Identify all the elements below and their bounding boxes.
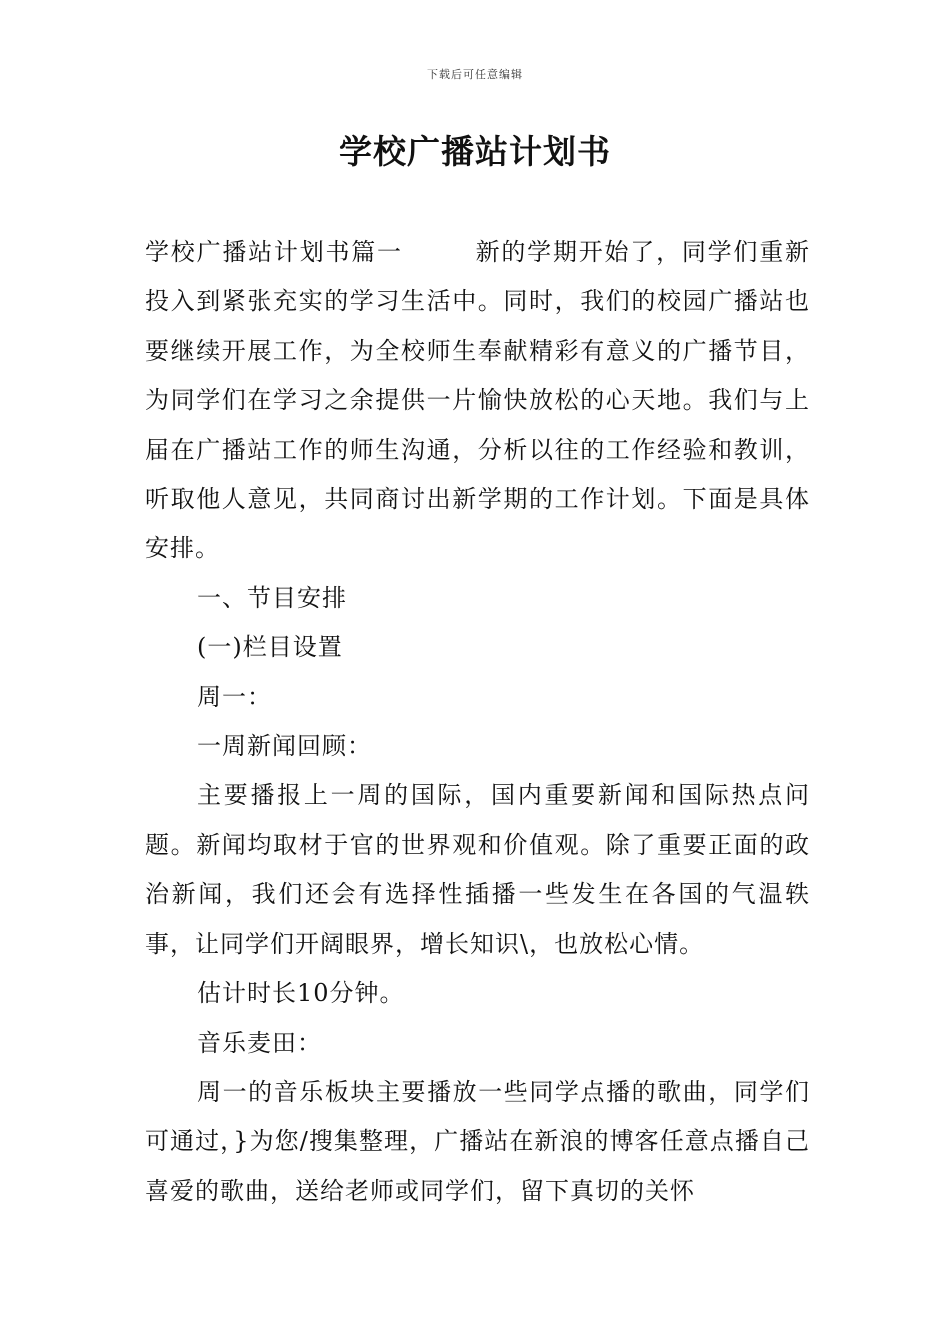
duration-paragraph: 估计时长10分钟。 bbox=[197, 979, 405, 1008]
intro-lead: 学校广播站计划书篇一 bbox=[145, 238, 403, 266]
section-heading-program: 一、节目安排 bbox=[197, 583, 347, 612]
header-note: 下载后可任意编辑 bbox=[427, 68, 523, 81]
intro-text: 新的学期开始了，同学们重新投入到紧张充实的学习生活中。同时，我们的校园广播站也要继续开展工作，为全校师生奉献精彩有意义的广播节目，为同学们在学习之余提供一片愉快放松的心天地。我们与上届在广播站工作的师生沟通，分析以往的工作经验和教训，听取他人意见，共同商讨出新学期的工作计划。下面是具体安排。 bbox=[145, 238, 811, 563]
news-description-paragraph: 主要播报上一周的国际，国内重要新闻和国际热点问题。新闻均取材于官的世界观和价值观。除了重要正面的政治新闻，我们还会有选择性插播一些发生在各国的气温轶事，让同学们开阔眼界，增长知识\，也放松心情。 bbox=[145, 781, 810, 958]
column-heading-news: 一周新闻回顾： bbox=[197, 732, 372, 761]
subsection-heading-columns: (一)栏目设置 bbox=[197, 633, 343, 662]
music-description-paragraph: 周一的音乐板块主要播放一些同学点播的歌曲，同学们可通过，}为您/搜集整理，广播站在新浪的博客任意点播自己喜爱的歌曲，送给老师或同学们，留下真切的关怀 bbox=[145, 1077, 810, 1205]
document-title: 学校广播站计划书 bbox=[339, 132, 611, 171]
column-heading-music: 音乐麦田： bbox=[197, 1028, 322, 1057]
document-body bbox=[145, 228, 810, 1216]
day-heading-monday: 周一： bbox=[197, 682, 272, 711]
intro-paragraph bbox=[145, 228, 810, 574]
